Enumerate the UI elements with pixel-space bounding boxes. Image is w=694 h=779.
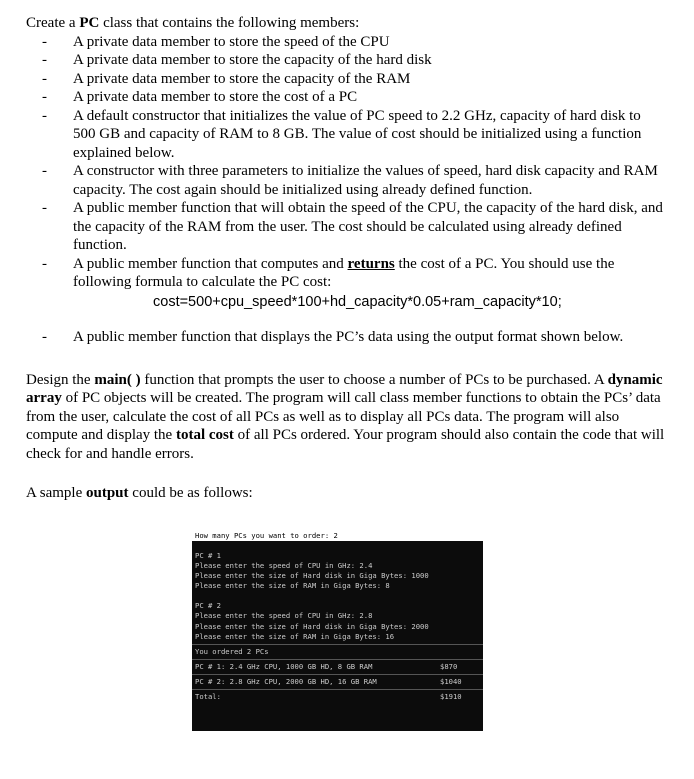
list-item: - A private data member to store the capacity of the RAM [42,70,411,87]
design-paragraph: Design the main( ) function that prompts the user to choose a number of PCs to be purchased. A dynamic array of PC objects will be created. The program will call class member functions to obtain the PCs’ data from the user, calculate the cost of all PCs as well as to display all PCs data. The program will also compute and display the total cost of all PCs ordered. Your program should also contain the code that will check for and handle errors. [26,371,665,462]
console-pc2-cost: $1040 [440,676,462,686]
dynamic-array-bold: dynamic array [26,371,663,406]
member-list [26,33,666,292]
list-item: - A public member function that displays the PC’s data using the output format shown below. [42,329,624,345]
console-line: Please enter the size of Hard disk in Giga Bytes: 2000 [195,621,429,631]
assignment-document [26,14,666,503]
member-text: A public member function that displays the PC’s data using the output format shown below. [73,329,624,345]
list-item: - A private data member to store the speed of the CPU [42,33,390,50]
returns-emphasis: returns [347,255,395,272]
member-text: A default constructor that initializes the value of PC speed to 2.2 GHz, capacity of hard disk to 500 GB and capacity of RAM to 8 GB. The value of cost should be initialized using a function explained below. [73,107,642,161]
list-item: - A default constructor that initializes the value of PC speed to 2.2 GHz, capacity of hard disk to 500 GB and capacity of RAM to 8 GB. The value of cost should be initialized using a function explained below. [42,107,642,161]
console-pc1-summary: PC # 1: 2.4 GHz CPU, 1000 GB HD, 8 GB RAM $870 [195,661,458,671]
member-text: the cost of a PC. You should use the following formula to calculate the PC cost: [73,255,615,290]
console-line: Please enter the speed of CPU in GHz: 2.4 [195,561,373,571]
list-item: - A constructor with three parameters to initialize the values of speed, hard disk capacity and RAM capacity. The cost again should be initialized using already defined function. [42,163,658,198]
intro-text: Create a [26,15,80,31]
console-line: Please enter the speed of CPU in GHz: 2.8 [195,611,373,621]
intro-text-end: class that contains the following members: [99,15,360,31]
sample-output-intro: A sample output could be as follows: [26,485,253,501]
member-text: A private data member to store the cost of a PC [73,89,358,105]
list-item: - A public member function that computes and returns the cost of a PC. You should use the following formula to calculate the PC cost: [42,255,615,290]
console-line: Please enter the size of Hard disk in Giga Bytes: 1000 [195,571,429,581]
output-bold: output [86,485,129,501]
member-list-continued [26,328,666,347]
console-line: You ordered 2 PCs [195,646,269,656]
intro-line [26,14,666,33]
total-cost-bold: total cost [175,427,234,443]
member-text: A public member function that will obtain the speed of the CPU, the capacity of the hard disk, and the capacity of the RAM from the user. The cost should be calculated using already defined function. [73,200,663,253]
console-total-cost: $1910 [440,692,462,702]
cost-formula: cost=500+cpu_speed*100+hd_capacity*0.05+ram_capacity*10; [153,293,562,310]
console-pc1-cost: $870 [440,661,458,671]
member-text: A private data member to store the capacity of the hard disk [73,52,432,68]
console-line: Please enter the size of RAM in Giga Bytes: 8 [195,581,390,591]
list-item: - A public member function that will obtain the speed of the CPU, the capacity of the hard disk, and the capacity of the RAM from the user. The cost should be calculated using already defined function. [42,200,663,253]
list-item: - A private data member to store the capacity of the hard disk [42,52,432,68]
console-line: PC # 2 [195,601,221,611]
console-line: PC # 1 [195,551,221,560]
console-output [192,531,483,731]
main-function-bold: main( ) [94,371,141,388]
member-text: A private data member to store the speed of the CPU [73,33,390,50]
console-line: Please enter the size of RAM in Giga Bytes: 16 [195,631,395,641]
console-pc2-summary: PC # 2: 2.8 GHz CPU, 2000 GB HD, 16 GB RAM $1040 [195,676,462,686]
console-total: Total: $1910 [195,692,462,702]
list-item: - A private data member to store the cost of a PC [42,89,358,105]
member-text: A private data member to store the capacity of the RAM [73,70,411,87]
member-text: A public member function that computes and [73,255,348,272]
member-text: A constructor with three parameters to initialize the values of speed, hard disk capacity and RAM capacity. The cost again should be initialized using already defined function. [73,163,658,198]
intro-class-name: PC [79,15,100,31]
console-prompt: How many PCs you want to order: 2 [192,531,483,541]
